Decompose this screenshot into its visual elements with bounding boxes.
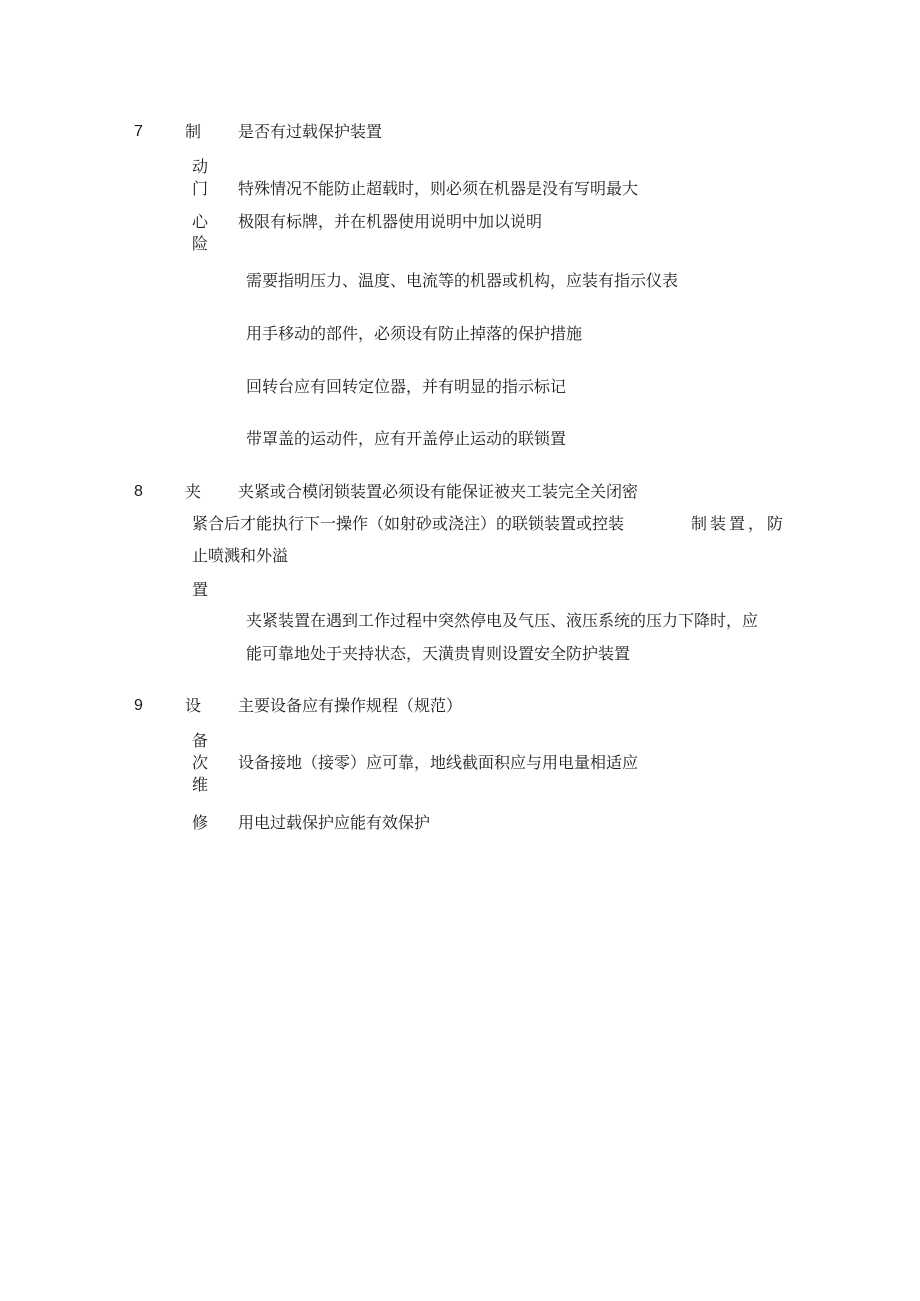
item-category-char: 备 <box>192 731 209 750</box>
item-category-char: 夹 <box>185 482 202 501</box>
item-line: 回转台应有回转定位器，并有明显的指示标记 <box>246 377 567 396</box>
item-category-char: 动 <box>192 157 209 176</box>
item-line: 用电过载保护应能有效保护 <box>238 813 431 832</box>
item-number: 8 <box>134 483 143 500</box>
item-category-char: 设 <box>185 696 202 715</box>
item-category-char: 修 <box>192 813 209 832</box>
item-line: 设备接地（接零）应可靠，地线截面积应与用电量相适应 <box>238 753 639 772</box>
item-line: 带罩盖的运动件，应有开盖停止运动的联锁置 <box>246 429 567 448</box>
item-number: 7 <box>134 123 143 140</box>
item-line: 止喷溅和外溢 <box>192 546 289 565</box>
item-category-char: 维 <box>192 775 209 794</box>
item-line: 特殊情况不能防止超载时，则必须在机器是没有写明最大 <box>238 179 639 198</box>
item-line: 用手移动的部件，必须设有防止掉落的保护措施 <box>246 324 583 343</box>
item-category-char: 制 <box>185 122 202 141</box>
item-category-char: 心 <box>192 212 209 231</box>
item-line: 能可靠地处于夹持状态，天潢贵胄则设置安全防护装置 <box>246 644 631 663</box>
item-category-char: 门 <box>192 179 209 198</box>
item-line: 夹紧装置在遇到工作过程中突然停电及气压、液压系统的压力下降时，应 <box>246 611 759 630</box>
item-line: 紧合后才能执行下一操作（如射砂或浇注）的联锁装置或控装 <box>192 514 625 533</box>
item-line: 极限有标牌，并在机器使用说明中加以说明 <box>238 212 543 231</box>
item-line: 主要设备应有操作规程（规范） <box>238 696 463 715</box>
item-number: 9 <box>134 697 143 714</box>
item-line: 需要指明压力、温度、电流等的机器或机构，应装有指示仪表 <box>246 271 679 290</box>
item-category-char: 次 <box>192 753 209 772</box>
item-category-char: 置 <box>192 580 209 599</box>
item-line: 是否有过载保护装置 <box>238 122 383 141</box>
item-line: 夹紧或合模闭锁装置必须设有能保证被夹工装完全关闭密 <box>238 482 639 501</box>
item-category-char: 险 <box>192 234 209 253</box>
item-line: 制装置，防 <box>691 514 787 533</box>
